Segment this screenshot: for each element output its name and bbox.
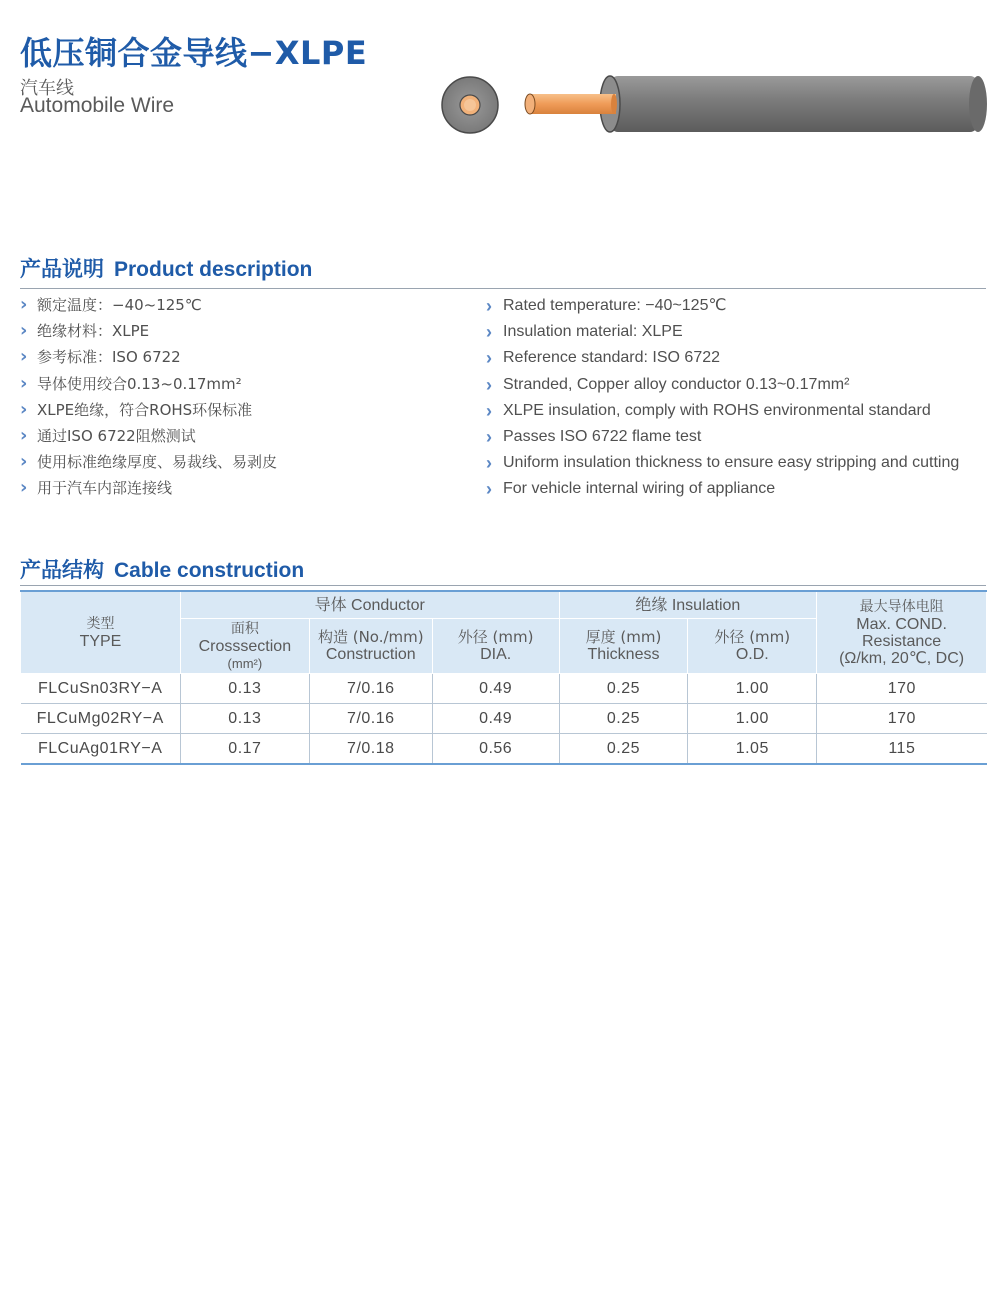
wire-illustration: [438, 70, 990, 140]
heading-en: Product description: [114, 258, 313, 281]
cell-area: 0.13: [180, 674, 309, 704]
list-item: › Stranded, Copper alloy conductor 0.13~0.17mm²: [486, 372, 959, 398]
table-row: [21, 734, 987, 765]
cable-construction-heading: [20, 554, 986, 586]
cross-section-icon: [442, 77, 498, 133]
cell-thickness: 0.25: [559, 674, 688, 704]
chevron-right-icon: ›: [20, 424, 28, 446]
list-item: › 额定温度：−40~125℃: [20, 292, 277, 318]
cell-resistance: 170: [817, 704, 987, 734]
cell-dia: 0.49: [432, 704, 559, 734]
list-item: › Passes ISO 6722 flame test: [486, 424, 959, 450]
list-item: › XLPE insulation, comply with ROHS environmental standard: [486, 398, 959, 424]
list-item: › 参考标准：ISO 6722: [20, 344, 277, 370]
col-od-header: 外径 (mm) O.D.: [688, 619, 817, 674]
cell-type: FLCuSn03RY−A: [37, 679, 163, 697]
chevron-right-icon: ›: [20, 451, 28, 473]
list-item: › Rated temperature: −40~125℃: [486, 293, 959, 319]
col-resistance-header: 最大导体电阻 Max. COND. Resistance (Ω/km, 20℃, DC): [817, 591, 987, 674]
cell-area: 0.13: [180, 704, 309, 734]
cell-od: 1.00: [688, 674, 817, 704]
chevron-right-icon: ›: [20, 320, 28, 342]
cell-dia: 0.49: [432, 674, 559, 704]
chevron-right-icon: ›: [20, 477, 28, 499]
heading-cn: 产品说明: [20, 257, 104, 281]
col-conductor-group-header: 导体 Conductor: [180, 591, 559, 619]
list-item: › 用于汽车内部连接线: [20, 475, 277, 501]
col-type-header: 类型 TYPE: [21, 591, 181, 674]
col-area-header: 面积 Crosssection (mm²): [180, 619, 309, 674]
list-item: › 导体使用绞合0.13~0.17mm²: [20, 371, 277, 397]
product-description-heading: [20, 253, 986, 289]
chevron-right-icon: ›: [486, 400, 492, 421]
cell-thickness: 0.25: [559, 704, 688, 734]
description-list-cn: [20, 292, 277, 502]
cell-resistance: 115: [817, 734, 987, 765]
cell-type: FLCuMg02RY−A: [21, 704, 181, 734]
col-insulation-group-header: 绝缘 Insulation: [559, 591, 817, 619]
list-item: › Insulation material: XLPE: [486, 319, 959, 345]
list-item: › Reference standard: ISO 6722: [486, 345, 959, 371]
table-row: [21, 674, 987, 704]
chevron-right-icon: ›: [486, 453, 492, 474]
chevron-right-icon: ›: [486, 322, 492, 343]
chevron-right-icon: ›: [20, 372, 28, 394]
cell-resistance: 170: [817, 674, 987, 704]
chevron-right-icon: ›: [486, 296, 492, 316]
chevron-right-icon: ›: [486, 479, 492, 500]
table-row: [21, 704, 987, 734]
heading-en: Cable construction: [114, 559, 305, 582]
list-item: › 通过ISO 6722阻燃测试: [20, 423, 277, 449]
cell-dia: 0.56: [432, 734, 559, 765]
subtitle-en: Automobile Wire: [20, 94, 175, 117]
chevron-right-icon: ›: [20, 346, 28, 368]
chevron-right-icon: ›: [20, 294, 28, 315]
cell-area: 0.17: [180, 734, 309, 765]
page-title: 低压铜合金导线−XLPE: [20, 34, 368, 72]
cell-od: 1.00: [688, 704, 817, 734]
cell-type: FLCuAg01RY−A: [21, 734, 181, 765]
list-item: › XLPE绝缘，符合ROHS环保标准: [20, 397, 277, 423]
cell-construction: 7/0.18: [309, 734, 432, 765]
subtitle-cn: 汽车线: [20, 78, 74, 99]
chevron-right-icon: ›: [486, 374, 492, 395]
col-thickness-header: 厚度 (mm) Thickness: [559, 619, 688, 674]
list-item: › 绝缘材料：XLPE: [20, 318, 277, 344]
cell-od: 1.05: [688, 734, 817, 765]
list-item: › Uniform insulation thickness to ensure easy stripping and cutting: [486, 450, 959, 476]
spec-table: [20, 590, 987, 765]
col-dia-header: 外径 (mm) DIA.: [432, 619, 559, 674]
cell-thickness: 0.25: [559, 734, 688, 765]
description-list-en: [486, 293, 959, 503]
chevron-right-icon: ›: [486, 348, 492, 369]
list-item: › 使用标准绝缘厚度、易裁线、易剥皮: [20, 449, 277, 475]
cell-construction: 7/0.16: [309, 674, 432, 704]
chevron-right-icon: ›: [486, 426, 492, 447]
heading-cn: 产品结构: [20, 558, 104, 582]
cell-construction: 7/0.16: [309, 704, 432, 734]
wire-side-view-icon: [525, 76, 987, 132]
chevron-right-icon: ›: [20, 398, 28, 420]
col-construction-header: 构造 (No./mm) Construction: [309, 619, 432, 674]
list-item: › For vehicle internal wiring of appliance: [486, 476, 959, 502]
